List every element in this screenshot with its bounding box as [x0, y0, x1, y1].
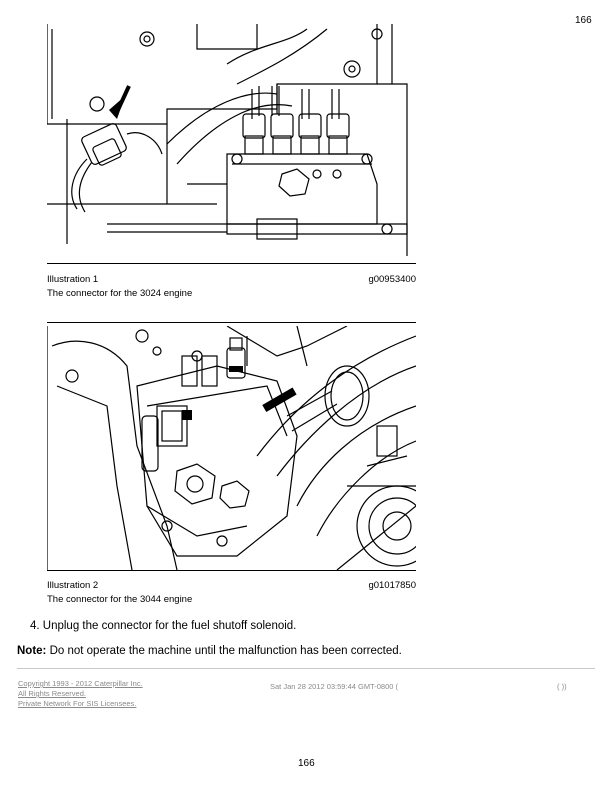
footer-links: [18, 679, 143, 709]
illustration-2-image: [47, 326, 416, 570]
illustration-1-image: [47, 24, 416, 256]
engine-3044-drawing: [47, 326, 416, 570]
footer-divider: [17, 668, 595, 669]
network-link[interactable]: Private Network For SIS Licensees.: [18, 699, 137, 708]
page-number-top: 166: [575, 15, 592, 26]
illustration-1-title: Illustration 1: [47, 274, 99, 285]
illustration-2-ref: g01017850: [368, 580, 416, 591]
note-label: Note:: [17, 645, 47, 657]
copyright-link[interactable]: Copyright 1993 - 2012 Caterpillar Inc.: [18, 679, 143, 688]
illustration-1-description: The connector for the 3024 engine: [47, 288, 193, 299]
illustration-2-top-divider: [47, 322, 416, 323]
note-paragraph: [17, 645, 402, 657]
illustration-2-divider: [47, 570, 416, 571]
footer-timestamp: Sat Jan 28 2012 03:59:44 GMT-0800 (: [270, 682, 399, 691]
step-4-text: 4. Unplug the connector for the fuel shutoff solenoid.: [30, 620, 297, 632]
illustration-2-description: The connector for the 3044 engine: [47, 594, 193, 605]
illustration-1-divider: [47, 263, 416, 264]
footer-trailing-text: ( )): [557, 682, 567, 691]
note-text: Do not operate the machine until the malfunction has been corrected.: [46, 645, 402, 657]
illustration-1-ref: g00953400: [368, 274, 416, 285]
page-number-bottom: 166: [298, 758, 315, 769]
engine-3024-drawing: [47, 24, 416, 256]
rights-link[interactable]: All Rights Reserved.: [18, 689, 86, 698]
illustration-2-title: Illustration 2: [47, 580, 99, 591]
